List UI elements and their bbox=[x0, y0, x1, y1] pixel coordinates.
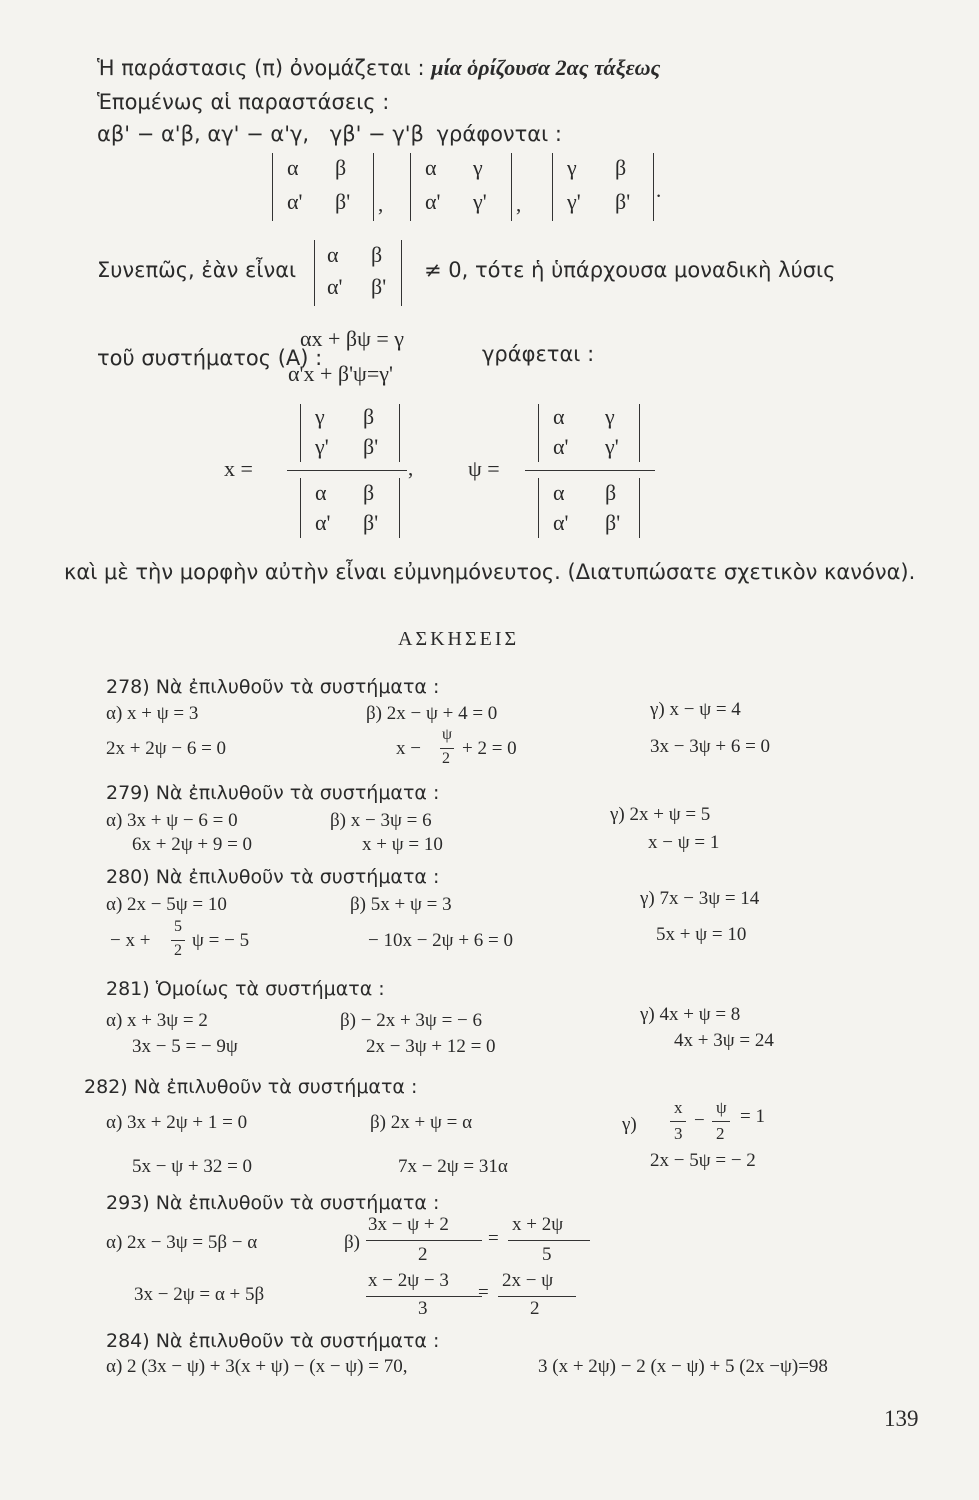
ex283-b2-eq: = bbox=[478, 1282, 489, 1303]
page-number: 139 bbox=[884, 1406, 919, 1431]
ex281-title: 281) Ὁμοίως τὰ συστήματα : bbox=[106, 978, 385, 1000]
det-cell: α bbox=[315, 480, 327, 505]
ex282-a1: α) 3x + 2ψ + 1 = 0 bbox=[106, 1112, 248, 1133]
det-cell: α bbox=[287, 155, 299, 180]
ex284-title: 284) Νὰ ἐπιλυθοῦν τὰ συστήματα : bbox=[106, 1330, 440, 1352]
ex283-b2-num2: 2x − ψ bbox=[502, 1270, 554, 1291]
intro-line-3-a: αβ' − α'β, bbox=[97, 122, 201, 146]
det-cell: γ bbox=[473, 155, 483, 180]
ex278-b2-post: + 2 = 0 bbox=[462, 738, 517, 759]
ex278-b2-pre: x − bbox=[396, 738, 421, 759]
intro-line-3-b: αγ' − α'γ, bbox=[207, 122, 310, 146]
ex282-c-mid: − bbox=[694, 1110, 705, 1131]
intro-line-1 bbox=[97, 55, 660, 81]
det-cell: β bbox=[363, 480, 375, 505]
ex278-b1: β) 2x − ψ + 4 = 0 bbox=[366, 703, 498, 724]
ex281-c2: 4x + 3ψ = 24 bbox=[674, 1030, 774, 1051]
fraction-bar bbox=[287, 470, 407, 471]
ex283-b1-den1: 2 bbox=[418, 1244, 428, 1265]
ex280-b1: β) 5x + ψ = 3 bbox=[350, 894, 452, 915]
det-cell: α bbox=[553, 480, 565, 505]
det-separator: , bbox=[516, 192, 522, 216]
ex282-c-num1: x bbox=[674, 1098, 683, 1117]
exercises-heading: ΑΣΚΗΣΕΙΣ bbox=[398, 628, 520, 650]
det-cell: α' bbox=[327, 274, 343, 299]
ex282-c-num2: ψ bbox=[716, 1098, 727, 1117]
system-label: τοῦ συστήματος (Α) : bbox=[97, 346, 323, 370]
det-cell: γ' bbox=[315, 434, 329, 459]
ex280-a2-den: 2 bbox=[174, 942, 182, 959]
ex283-b1-num1: 3x − ψ + 2 bbox=[368, 1214, 449, 1235]
ex282-b1: β) 2x + ψ = α bbox=[370, 1112, 473, 1133]
ex281-c1: γ) 4x + ψ = 8 bbox=[640, 1004, 741, 1025]
ex282-c-den1: 3 bbox=[674, 1124, 683, 1143]
mnemonic-line: καὶ μὲ τὴν μορφὴν αὐτὴν εἶναι εὐμνημόνευτος. (Διατυπώσατε σχετικὸν κανόνα). bbox=[64, 560, 916, 584]
cramer-psi-label: ψ = bbox=[468, 456, 500, 481]
ex283-b1-den2: 5 bbox=[542, 1244, 552, 1265]
ex284-a2: 3 (x + 2ψ) − 2 (x − ψ) + 5 (2x −ψ)=98 bbox=[538, 1356, 828, 1377]
ex280-c2: 5x + ψ = 10 bbox=[656, 924, 747, 945]
system-after: γράφεται : bbox=[482, 342, 595, 366]
fraction-bar bbox=[498, 1296, 576, 1297]
det-cell: γ bbox=[567, 155, 577, 180]
ex280-a2-pre: − x + bbox=[110, 930, 151, 951]
ex283-b2-num1: x − 2ψ − 3 bbox=[368, 1270, 449, 1291]
determinant-gamma-beta bbox=[552, 153, 654, 221]
ex280-a2-post: ψ = − 5 bbox=[192, 930, 250, 951]
determinant-alpha-beta bbox=[272, 153, 374, 221]
det-cell: β' bbox=[371, 274, 387, 299]
det-cell: γ bbox=[605, 404, 615, 429]
ex281-a2: 3x − 5 = − 9ψ bbox=[132, 1036, 238, 1057]
cramer-x-label: x = bbox=[224, 456, 253, 481]
determinant-psi-denominator bbox=[538, 478, 640, 538]
ex279-b2: x + ψ = 10 bbox=[362, 834, 443, 855]
det-cell: α' bbox=[553, 434, 569, 459]
det-cell: γ bbox=[315, 404, 325, 429]
determinant-x-denominator bbox=[300, 478, 400, 538]
det-cell: β bbox=[363, 404, 375, 429]
ex279-title: 279) Νὰ ἐπιλυθοῦν τὰ συστήματα : bbox=[106, 782, 440, 804]
intro-line-3-d: γράφονται : bbox=[436, 122, 562, 146]
determinant-x-numerator bbox=[300, 404, 400, 462]
ex278-a2: 2x + 2ψ − 6 = 0 bbox=[106, 738, 227, 759]
ex281-b1: β) − 2x + 3ψ = − 6 bbox=[340, 1010, 482, 1031]
fraction-bar bbox=[440, 748, 454, 749]
ex282-c-den2: 2 bbox=[716, 1124, 725, 1143]
system-eq-2: α'x + β'ψ=γ' bbox=[288, 361, 393, 386]
ex279-a1: α) 3x + ψ − 6 = 0 bbox=[106, 810, 238, 831]
determinant-psi-numerator bbox=[538, 404, 640, 462]
ex282-c-label: γ) bbox=[622, 1114, 637, 1135]
fraction-bar bbox=[670, 1121, 686, 1122]
ex280-a1: α) 2x − 5ψ = 10 bbox=[106, 894, 227, 915]
ex283-a2: 3x − 2ψ = α + 5β bbox=[134, 1284, 265, 1305]
ex283-b2-den2: 2 bbox=[530, 1298, 540, 1319]
consequently-pre: Συνεπῶς, ἐὰν εἶναι bbox=[97, 258, 297, 282]
ex283-title: 293) Νὰ ἐπιλυθοῦν τὰ συστήματα : bbox=[106, 1192, 440, 1214]
ex282-b2: 7x − 2ψ = 31α bbox=[398, 1156, 508, 1177]
det-cell: β' bbox=[363, 510, 379, 535]
ex282-c-post: = 1 bbox=[740, 1106, 765, 1127]
ex283-b2-den1: 3 bbox=[418, 1298, 428, 1319]
ex278-b2-num: ψ bbox=[442, 726, 453, 743]
det-cell: γ' bbox=[473, 189, 487, 214]
fraction-bar bbox=[712, 1121, 730, 1122]
determinant-main bbox=[314, 240, 402, 306]
fraction-bar bbox=[366, 1296, 482, 1297]
det-cell: γ' bbox=[567, 189, 581, 214]
ex280-title: 280) Νὰ ἐπιλυθοῦν τὰ συστήματα : bbox=[106, 866, 440, 888]
ex278-a1: α) x + ψ = 3 bbox=[106, 703, 199, 724]
ex282-c2: 2x − 5ψ = − 2 bbox=[650, 1150, 756, 1171]
det-cell: γ' bbox=[605, 434, 619, 459]
determinant-alpha-gamma bbox=[410, 153, 512, 221]
det-cell: β bbox=[615, 155, 627, 180]
ex283-a1: α) 2x − 3ψ = 5β − α bbox=[106, 1232, 258, 1253]
ex282-a2: 5x − ψ + 32 = 0 bbox=[132, 1156, 253, 1177]
intro-line-3-c: γβ' − γ'β bbox=[329, 122, 424, 146]
det-cell: β' bbox=[363, 434, 379, 459]
det-cell: α' bbox=[553, 510, 569, 535]
intro-line-1-bold: μία ὁρίζουσα 2ας τάξεως bbox=[431, 55, 661, 80]
ex282-title: 282) Νὰ ἐπιλυθοῦν τὰ συστήματα : bbox=[84, 1076, 418, 1098]
ex280-a2-num: 5 bbox=[174, 918, 182, 935]
ex281-a1: α) x + 3ψ = 2 bbox=[106, 1010, 208, 1031]
det-cell: α bbox=[327, 242, 339, 267]
consequently-post: ≠ 0, τότε ἡ ὑπάρχουσα μοναδικὴ λύσις bbox=[424, 258, 836, 282]
ex279-b1: β) x − 3ψ = 6 bbox=[330, 810, 432, 831]
ex278-c1: γ) x − ψ = 4 bbox=[650, 699, 741, 720]
ex284-a1: α) 2 (3x − ψ) + 3(x + ψ) − (x − ψ) = 70, bbox=[106, 1356, 408, 1377]
det-separator: , bbox=[378, 192, 384, 216]
system-eq-1: αx + βψ = γ bbox=[300, 326, 405, 351]
intro-line-2: Ἑπομένως αἱ παραστάσεις : bbox=[97, 90, 390, 114]
ex283-b1-num2: x + 2ψ bbox=[512, 1214, 564, 1235]
ex280-b2: − 10x − 2ψ + 6 = 0 bbox=[368, 930, 514, 951]
fraction-bar bbox=[508, 1240, 590, 1241]
ex279-a2: 6x + 2ψ + 9 = 0 bbox=[132, 834, 253, 855]
det-cell: α bbox=[553, 404, 565, 429]
det-cell: β' bbox=[605, 510, 621, 535]
cramer-comma: , bbox=[408, 456, 414, 480]
ex279-c2: x − ψ = 1 bbox=[648, 832, 720, 853]
intro-line-3 bbox=[97, 122, 562, 146]
det-cell: β bbox=[605, 480, 617, 505]
ex283-b1-eq: = bbox=[488, 1228, 499, 1249]
det-cell: α bbox=[425, 155, 437, 180]
ex278-b2-den: 2 bbox=[442, 750, 450, 767]
ex281-b2: 2x − 3ψ + 12 = 0 bbox=[366, 1036, 496, 1057]
det-cell: α' bbox=[315, 510, 331, 535]
fraction-bar bbox=[171, 940, 185, 941]
ex278-c2: 3x − 3ψ + 6 = 0 bbox=[650, 736, 771, 757]
intro-line-1-text: Ἡ παράστασις (π) ὀνομάζεται : bbox=[97, 56, 425, 80]
ex280-c1: γ) 7x − 3ψ = 14 bbox=[640, 888, 760, 909]
det-cell: β' bbox=[615, 189, 631, 214]
ex279-c1: γ) 2x + ψ = 5 bbox=[610, 804, 711, 825]
det-cell: β bbox=[335, 155, 347, 180]
det-cell: α' bbox=[287, 189, 303, 214]
fraction-bar bbox=[366, 1240, 482, 1241]
det-end: . bbox=[656, 178, 662, 202]
ex283-b-label: β) bbox=[344, 1232, 360, 1253]
fraction-bar bbox=[525, 470, 655, 471]
det-cell: α' bbox=[425, 189, 441, 214]
det-cell: β bbox=[371, 242, 383, 267]
det-cell: β' bbox=[335, 189, 351, 214]
ex278-title: 278) Νὰ ἐπιλυθοῦν τὰ συστήματα : bbox=[106, 676, 440, 698]
